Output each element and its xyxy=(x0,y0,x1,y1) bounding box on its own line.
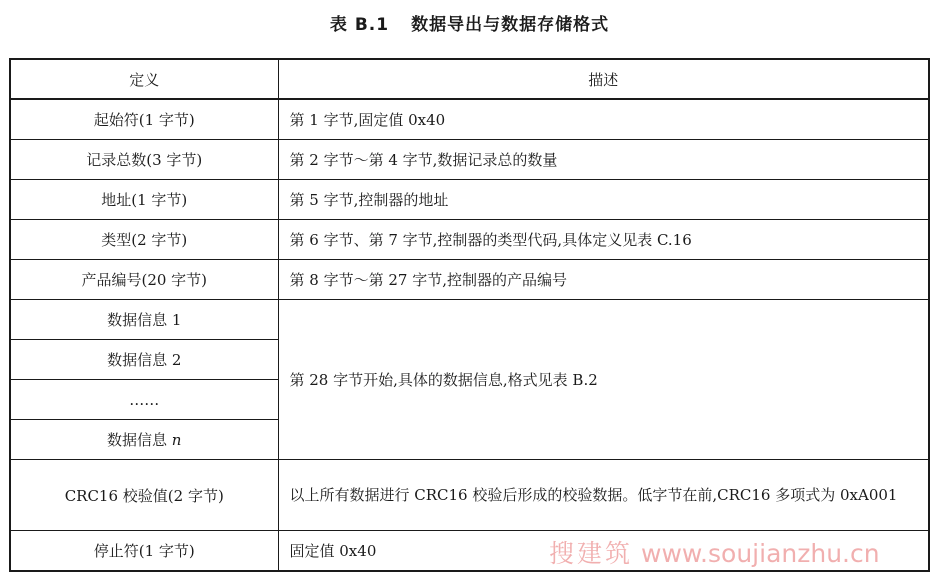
definition-cell: 起始符(1 字节) xyxy=(10,99,278,140)
header-description: 描述 xyxy=(278,59,929,99)
definition-cell: 类型(2 字节) xyxy=(10,220,278,260)
table-row xyxy=(10,220,929,260)
definition-cell: 产品编号(20 字节) xyxy=(10,260,278,300)
table-row xyxy=(10,180,929,220)
ellipsis-cell: …… xyxy=(10,380,278,420)
description-cell: 固定值 0x40 xyxy=(278,531,929,572)
table-caption xyxy=(0,10,939,35)
table-title: 数据导出与数据存储格式 xyxy=(411,15,610,35)
description-cell: 第 8 字节～第 27 字节,控制器的产品编号 xyxy=(278,260,929,300)
description-cell: 第 6 字节、第 7 字节,控制器的类型代码,具体定义见表 C.16 xyxy=(278,220,929,260)
definition-cell: 记录总数(3 字节) xyxy=(10,140,278,180)
definition-variable: n xyxy=(171,431,182,449)
definition-cell: 停止符(1 字节) xyxy=(10,531,278,572)
table-row xyxy=(10,140,929,180)
description-cell: 第 2 字节～第 4 字节,数据记录总的数量 xyxy=(278,140,929,180)
description-cell: 以上所有数据进行 CRC16 校验后形成的校验数据。低字节在前,CRC16 多项式为 0xA001 xyxy=(278,460,929,531)
watermark-url: www.soujianzhu.cn xyxy=(641,539,880,568)
definition-cell: 数据信息 1 xyxy=(10,300,278,340)
definition-cell: CRC16 校验值(2 字节) xyxy=(10,460,278,531)
definition-prefix: 数据信息 xyxy=(107,431,172,449)
table-row xyxy=(10,260,929,300)
table-row xyxy=(10,460,929,531)
format-table xyxy=(9,58,930,572)
definition-cell xyxy=(10,420,278,460)
data-info-description-cell: 第 28 字节开始,具体的数据信息,格式见表 B.2 xyxy=(278,300,929,460)
description-cell: 第 5 字节,控制器的地址 xyxy=(278,180,929,220)
header-row xyxy=(10,59,929,99)
watermark-cn: 搜建筑 xyxy=(549,539,634,568)
definition-cell: 地址(1 字节) xyxy=(10,180,278,220)
table-id: 表 B.1 xyxy=(329,15,390,35)
header-definition: 定义 xyxy=(10,59,278,99)
table-row xyxy=(10,300,929,340)
table-row xyxy=(10,99,929,140)
table-row xyxy=(10,531,929,572)
description-cell: 第 1 字节,固定值 0x40 xyxy=(278,99,929,140)
definition-cell: 数据信息 2 xyxy=(10,340,278,380)
